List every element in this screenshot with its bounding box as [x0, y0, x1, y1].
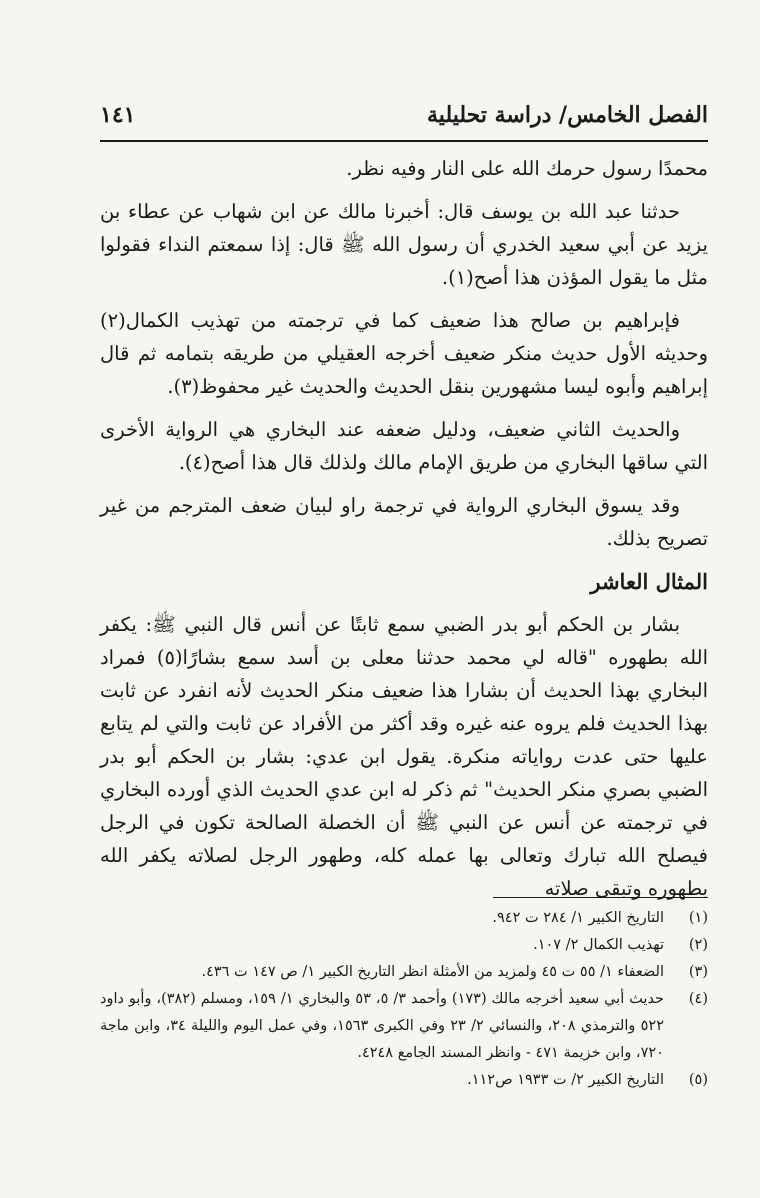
footnote-text: حديث أبي سعيد أخرجه مالك (١٧٣) وأحمد ٣/ ٥، ٥٣ والبخاري ١/ ١٥٩، ومسلم (٣٨٢)، وأبو داود ٥٢٢ والترمذي ٢٠٨، والنسائي ٢/ ٢٣ وفي الكبرى ١٥٦٣، وفي عمل اليوم والليلة ٣٤، وابن ماجة ٧٢٠، وابن خزيمة ٤٧١ - وانظر المسند الجامع ٤٢٤٨. — [100, 991, 665, 1061]
paragraph-5: وقد يسوق البخاري الرواية في ترجمة راو لبيان ضعف المترجم من غير تصريح بذلك. — [100, 494, 708, 550]
page-header — [100, 96, 708, 140]
footnote-4 — [100, 986, 708, 1067]
footnote-1 — [100, 905, 708, 932]
paragraph-3: فإبراهيم بن صالح هذا ضعيف كما في ترجمته من تهذيب الكمال(٢) وحديثه الأول حديث منكر ضعيف أخرجه العقيلي من طريقه بتمامه ثم قال إبراهيم وأبوه ليسا مشهورين بنقل الحديث والحديث غير محفوظ(٣). — [100, 309, 708, 398]
footnote-divider — [493, 897, 708, 898]
page-number: ١٤١ — [100, 102, 136, 128]
footnote-3 — [100, 959, 708, 986]
section-heading: المثال العاشر — [590, 569, 708, 594]
footnote-number: (٤) — [688, 991, 708, 1007]
footnote-text: التاريخ الكبير ٢/ ت ١٩٣٣ ص١١٢. — [467, 1072, 664, 1088]
footnote-number: (٥) — [688, 1072, 708, 1088]
main-text — [100, 152, 708, 915]
paragraph-1: محمدًا رسول حرمك الله على النار وفيه نظر. — [346, 157, 708, 180]
chapter-title: الفصل الخامس/ دراسة تحليلية — [427, 102, 708, 128]
footnote-number: (٢) — [688, 937, 708, 953]
footnote-text: الضعفاء ١/ ٥٥ ت ٤٥ ولمزيد من الأمثلة انظر التاريخ الكبير ١/ ص ١٤٧ ت ٤٣٦. — [201, 964, 664, 980]
footnote-number: (١) — [688, 910, 708, 926]
header-divider — [100, 140, 708, 142]
footnote-text: التاريخ الكبير ١/ ٢٨٤ ت ٩٤٢. — [492, 910, 664, 926]
footnote-text: تهذيب الكمال ٢/ ١٠٧. — [533, 937, 664, 953]
example-paragraph: بشار بن الحكم أبو بدر الضبي سمع ثابتًا عن أنس قال النبي ﷺ: يكفر الله بطهوره "قاله لي محمد حدثنا معلى بن أسد سمع بشارًا(٥) فمراد البخاري بهذا الحديث أن بشارا هذا ضعيف منكر الحديث لأنه انفرد عن ثابت بهذا الحديث فلم يروه عنه غيره وقد أكثر من الأفراد عن ثابت والتي لم يتابع عليها حتى عدت رواياته منكرة. يقول ابن عدي: بشار بن الحكم أبو بدر الضبي بصري منكر الحديث" ثم ذكر له ابن عدي الحديث الذي أورده البخاري في ترجمته عن أنس عن النبي ﷺ أن الخصلة الصالحة تكون في الرجل فيصلح الله تبارك وتعالى بها عمله كله، وطهور الرجل لصلاته يكفر الله بطهوره وتبقى صلاته — [100, 613, 709, 900]
footnote-2 — [100, 932, 708, 959]
footnotes — [100, 905, 708, 1094]
paragraph-2: حدثنا عبد الله بن يوسف قال: أخبرنا مالك عن ابن شهاب عن عطاء بن يزيد عن أبي سعيد الخدري أن رسول الله ﷺ قال: إذا سمعتم النداء فقولوا مثل ما يقول المؤذن هذا أصح(١). — [100, 200, 708, 289]
footnote-number: (٣) — [688, 964, 708, 980]
paragraph-4: والحديث الثاني ضعيف، ودليل ضعفه عند البخاري هي الرواية الأخرى التي ساقها البخاري من طريق الإمام مالك ولذلك قال هذا أصح(٤). — [100, 418, 708, 474]
footnote-5 — [100, 1067, 708, 1094]
